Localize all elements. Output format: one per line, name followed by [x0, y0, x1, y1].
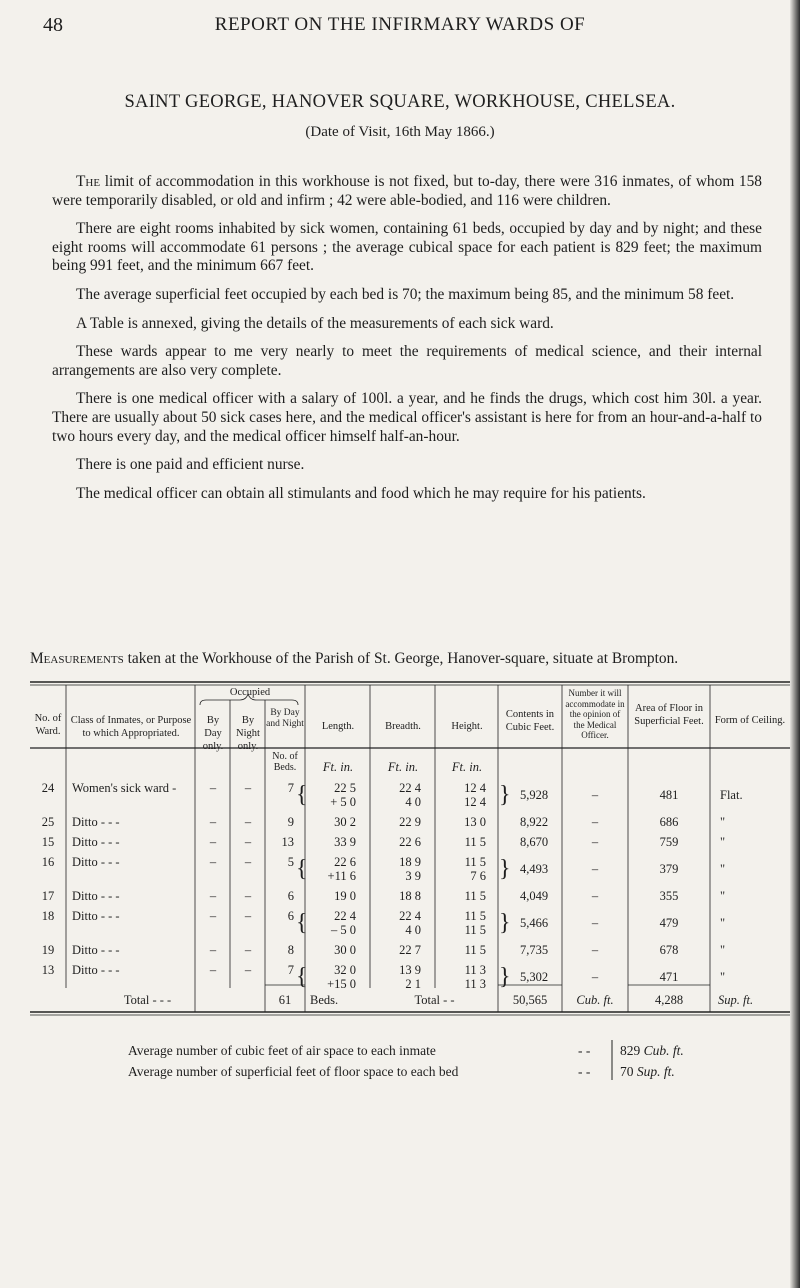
unit-beds: No. of Beds. — [272, 751, 298, 773]
length-value: – 5 0 — [331, 923, 356, 937]
accommodate-cell: – — [591, 943, 599, 957]
breadth-value: 22 4 — [399, 909, 421, 923]
height-value: 12 4 — [464, 795, 486, 809]
total-beds: 61 — [278, 993, 292, 1007]
by-day-cell: – — [209, 855, 217, 869]
beds-count: 6 — [287, 909, 294, 923]
by-day-cell: – — [209, 943, 217, 957]
row-brace: } — [499, 964, 511, 990]
ward-number: 17 — [41, 889, 55, 903]
by-night-cell: – — [244, 963, 252, 977]
header-by-day: By Day only. — [202, 715, 224, 752]
floor-area: 479 — [659, 916, 679, 930]
total-cubic-unit: Cub. ft. — [576, 993, 614, 1007]
breadth-value: 22 6 — [399, 835, 421, 849]
header-height: Height. — [451, 721, 483, 732]
total-area-unit: Sup. ft. — [718, 993, 754, 1007]
visit-date: (Date of Visit, 16th May 1866.) — [305, 124, 495, 140]
length-value: 22 5 — [334, 781, 356, 795]
ceiling-form: " — [720, 835, 726, 849]
header-accommodate: Number it will accommodate in the opinion of the Medical Officer. — [565, 688, 625, 740]
header-form: Form of Ceiling. — [714, 715, 786, 726]
beds-count: 7 — [287, 781, 294, 795]
header-area: Area of Floor in Superficial Feet. — [634, 703, 704, 727]
height-value: 11 5 — [464, 889, 486, 903]
height-value: 12 4 — [464, 781, 486, 795]
header-ward-no: No. of Ward. — [34, 713, 62, 737]
by-night-cell: – — [244, 943, 252, 957]
floor-area: 355 — [659, 889, 679, 903]
ward-number: 19 — [41, 943, 55, 957]
by-night-cell: – — [244, 835, 252, 849]
total-cubic: 50,565 — [512, 993, 548, 1007]
paragraph-7: There is one paid and efficient nurse. — [76, 456, 305, 474]
floor-area: 471 — [659, 970, 679, 984]
cubic-contents: 8,670 — [519, 835, 549, 849]
ward-number: 18 — [41, 909, 55, 923]
page-binding-edge — [790, 0, 800, 1288]
floor-area: 481 — [659, 788, 679, 802]
floor-area: 686 — [659, 815, 679, 829]
header-length: Length. — [321, 721, 355, 732]
paragraph-8: The medical officer can obtain all stimulants and food which he may require for his patients. — [76, 484, 646, 502]
cubic-contents: 8,922 — [519, 815, 549, 829]
paragraph-lead: The — [76, 173, 101, 190]
total-beds-word: Beds. — [310, 993, 339, 1007]
ward-number: 15 — [41, 835, 55, 849]
row-brace: } — [499, 782, 511, 808]
paragraph-2: There are eight rooms inhabited by sick women, containing 61 beds, occupied by day and by night; and these eight rooms will accommodate 61 persons ; the average cubical space for each patient is 829 feet; the maximum being 991 feet, and the minimum 667 feet. — [52, 220, 762, 275]
length-value: 22 4 — [334, 909, 356, 923]
breadth-value: 3 9 — [405, 869, 421, 883]
ceiling-form: " — [720, 916, 726, 930]
by-day-cell: – — [209, 781, 217, 795]
height-value: 7 6 — [470, 869, 486, 883]
length-value: + 5 0 — [330, 795, 356, 809]
row-brace: { — [296, 782, 308, 808]
breadth-value: 13 9 — [399, 963, 421, 977]
beds-count: 6 — [287, 889, 294, 903]
average-cubic-label: Average number of cubic feet of air space to each inmate - - — [128, 1043, 591, 1058]
beds-count: 13 — [281, 835, 294, 849]
by-day-cell: – — [209, 963, 217, 977]
ceiling-form: " — [720, 889, 726, 903]
accommodate-cell: – — [591, 889, 599, 903]
cubic-contents: 4,049 — [519, 889, 549, 903]
by-night-cell: – — [244, 855, 252, 869]
length-value: +11 6 — [327, 869, 356, 883]
height-value: 11 5 — [464, 855, 486, 869]
cubic-contents: 4,493 — [519, 862, 549, 876]
by-night-cell: – — [244, 909, 252, 923]
length-value: +15 0 — [327, 977, 356, 991]
beds-count: 9 — [287, 815, 294, 829]
by-day-cell: – — [209, 835, 217, 849]
breadth-value: 22 7 — [399, 943, 421, 957]
breadth-value: 18 8 — [399, 889, 421, 903]
paragraph-6: There is one medical officer with a salary of 100l. a year, and he finds the drugs, which cost him 30l. a year. There are usually about 50 sick cases here, and the medical officer's assistant is here for from an hour-and-a-half to two hours every day, and the medical officer himself half-an-hour. — [52, 390, 762, 445]
ward-number: 24 — [41, 781, 55, 795]
unit-length: Ft. in. — [322, 760, 354, 774]
accommodate-cell: – — [591, 815, 599, 829]
cubic-contents: 5,302 — [519, 970, 549, 984]
floor-area: 759 — [659, 835, 679, 849]
height-value: 13 0 — [464, 815, 486, 829]
paragraph-4: A Table is annexed, giving the details of the measurements of each sick ward. — [76, 314, 554, 332]
running-head: REPORT ON THE INFIRMARY WARDS OF — [214, 14, 586, 35]
length-value: 32 0 — [334, 963, 356, 977]
height-value: 11 5 — [464, 923, 486, 937]
beds-count: 7 — [287, 963, 294, 977]
ward-class: Ditto - - - — [72, 963, 120, 977]
beds-count: 8 — [287, 943, 294, 957]
row-brace: { — [296, 856, 308, 882]
floor-area: 379 — [659, 862, 679, 876]
accommodate-cell: – — [591, 788, 599, 802]
paragraph-3: The average superficial feet occupied by each bed is 70; the maximum being 85, and the minimum 58 feet. — [76, 285, 735, 303]
ward-class: Ditto - - - — [72, 889, 120, 903]
height-value: 11 5 — [464, 909, 486, 923]
header-day-and-night: By Day and Night — [266, 708, 304, 729]
header-breadth: Breadth. — [385, 721, 421, 732]
by-night-cell: – — [244, 815, 252, 829]
breadth-value: 22 9 — [399, 815, 421, 829]
measurements-caption: Measurements taken at the Workhouse of the Parish of St. George, Hanover-square, situate at Brompton. — [30, 650, 679, 667]
height-value: 11 3 — [464, 977, 486, 991]
section-title: SAINT GEORGE, HANOVER SQUARE, WORKHOUSE, CHELSEA. — [124, 92, 676, 112]
ward-number: 16 — [41, 855, 55, 869]
ward-class: Ditto - - - — [72, 855, 120, 869]
header-occupied: Occupied — [229, 687, 271, 698]
paragraph-1: The limit of accommodation in this workhouse is not fixed, but to-day, there were 316 inmates, of whom 158 were temporarily disabled, or old and infirm ; 42 were able-bodied, and 116 were children. — [52, 173, 762, 209]
ceiling-form: " — [720, 970, 726, 984]
breadth-value: 18 9 — [399, 855, 421, 869]
breadth-value: 22 4 — [399, 781, 421, 795]
page-number: 48 — [43, 14, 63, 36]
by-day-cell: – — [209, 889, 217, 903]
row-brace: } — [499, 856, 511, 882]
average-superficial-label: Average number of superficial feet of floor space to each bed - - — [128, 1064, 591, 1079]
total-area: 4,288 — [654, 993, 684, 1007]
length-value: 30 0 — [334, 943, 356, 957]
height-value: 11 5 — [464, 835, 486, 849]
average-cubic-value: 829 Cub. ft. — [620, 1043, 684, 1058]
header-class: Class of Inmates, or Purpose to which Appropriated. — [70, 715, 192, 739]
by-night-cell: – — [244, 781, 252, 795]
ceiling-form: " — [720, 862, 726, 876]
ceiling-form: " — [720, 943, 726, 957]
total-label: Total - - - — [123, 993, 172, 1007]
unit-breadth: Ft. in. — [387, 760, 419, 774]
accommodate-cell: – — [591, 916, 599, 930]
cubic-contents: 5,928 — [519, 788, 549, 802]
breadth-value: 2 1 — [405, 977, 421, 991]
cubic-contents: 5,466 — [519, 916, 549, 930]
length-value: 22 6 — [334, 855, 356, 869]
by-night-cell: – — [244, 889, 252, 903]
breadth-value: 4 0 — [405, 923, 421, 937]
ward-class: Ditto - - - — [72, 943, 120, 957]
accommodate-cell: – — [591, 835, 599, 849]
cubic-contents: 7,735 — [519, 943, 549, 957]
ward-number: 13 — [41, 963, 55, 977]
ward-class: Ditto - - - — [72, 909, 120, 923]
beds-count: 5 — [287, 855, 294, 869]
length-value: 30 2 — [334, 815, 356, 829]
header-contents: Contents in Cubic Feet. — [505, 709, 555, 733]
length-value: 19 0 — [334, 889, 356, 903]
average-superficial-value: 70 Sup. ft. — [620, 1064, 675, 1079]
header-by-night: By Night only. — [236, 715, 260, 752]
ward-number: 25 — [41, 815, 55, 829]
paragraph-5: These wards appear to me very nearly to meet the requirements of medical science, and their internal arrangements are also very complete. — [52, 343, 762, 379]
ceiling-form: " — [720, 815, 726, 829]
row-brace: } — [499, 910, 511, 936]
height-value: 11 3 — [464, 963, 486, 977]
accommodate-cell: – — [591, 862, 599, 876]
breadth-value: 4 0 — [405, 795, 421, 809]
by-day-cell: – — [209, 909, 217, 923]
by-day-cell: – — [209, 815, 217, 829]
ward-class: Ditto - - - — [72, 835, 120, 849]
ceiling-form: Flat. — [720, 788, 743, 802]
accommodate-cell: – — [591, 970, 599, 984]
length-value: 33 9 — [334, 835, 356, 849]
unit-height: Ft. in. — [451, 760, 483, 774]
row-brace: { — [296, 964, 308, 990]
ward-class: Ditto - - - — [72, 815, 120, 829]
row-brace: { — [296, 910, 308, 936]
height-value: 11 5 — [464, 943, 486, 957]
ward-class: Women's sick ward - — [72, 781, 177, 795]
total-label-2: Total - - — [414, 993, 455, 1007]
floor-area: 678 — [659, 943, 679, 957]
